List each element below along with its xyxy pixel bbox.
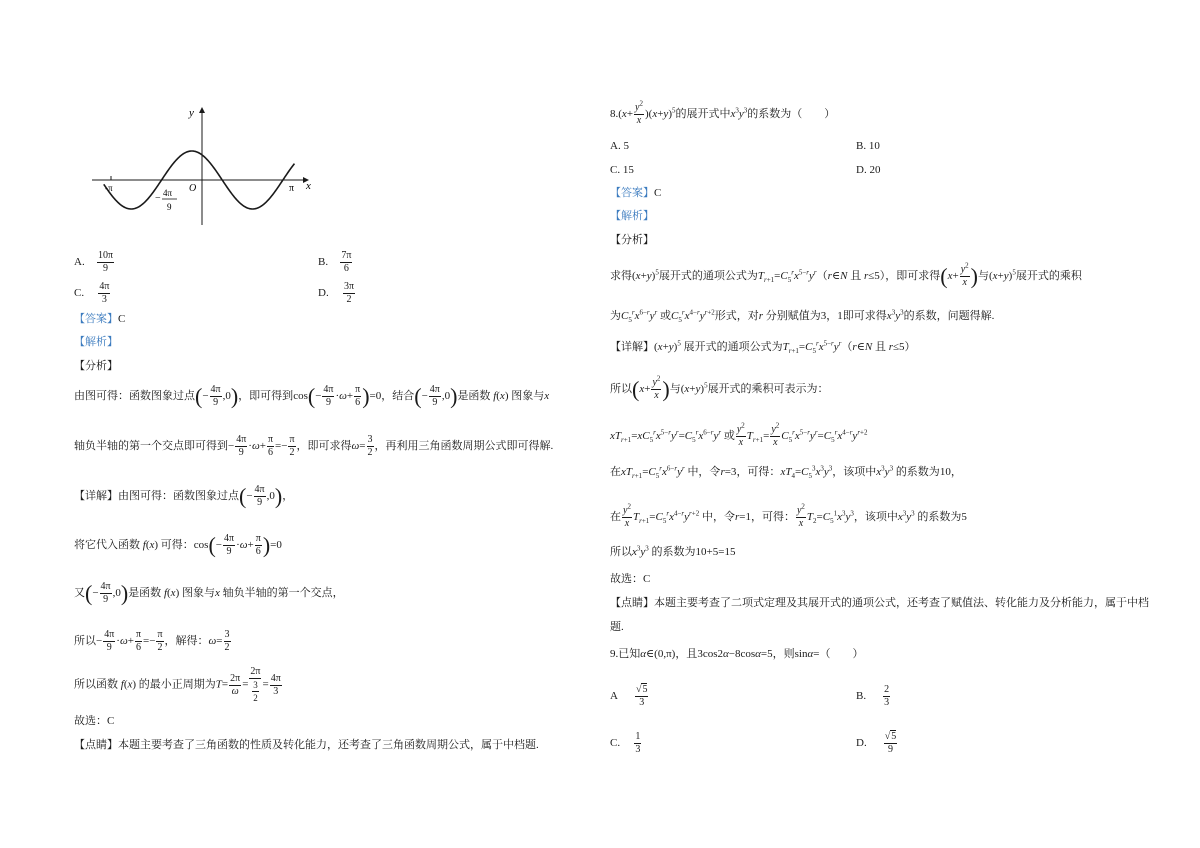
q8-detail-line4: 在$xT_{r+1}=C_5^rx^{6-r}y^r$ 中，令r=3，可得：$xT_4=C_5^3x^3y^3$，该项中$x^3y^3$ 的系数为10， — [610, 464, 962, 481]
neg-pi-label: -π — [105, 183, 113, 193]
q7-option-a[interactable]: A. $\frac{10\pi}{9}$ — [74, 250, 114, 274]
y-axis-label: y — [189, 107, 194, 119]
q7-option-c[interactable]: C. $\frac{4\pi}{3}$ — [74, 281, 110, 305]
q7-detail-line1: 【详解】由图可得：函数图象过点(− $\frac{4\pi}{9}$ ,0)， — [74, 483, 294, 509]
q8-analysis-label: 【解析】 — [610, 210, 654, 222]
q8-conclusion: 故选：C — [610, 573, 651, 585]
q9-option-b[interactable]: B. $\frac{2}{3}$ — [856, 684, 890, 708]
tick-minus: − — [155, 193, 161, 204]
q8-option-b[interactable]: B. 10 — [856, 140, 880, 152]
q7-option-b[interactable]: B. $\frac{7\pi}{6}$ — [318, 250, 352, 274]
q8-fenxi-line1: 求得$(x+y)^5$展开式的通项公式为$T_{r+1}=C_5^rx^{5-r}y^r(r\in N$ 且 r≤5），即可求得(x+ $\frac{y^2}{x}$ )与$(x+y)^5$展开式的乘积 — [610, 261, 1082, 289]
x-axis-label: x — [306, 180, 311, 192]
q8-comment-line1: 【点睛】本题主要考查了二项式定理及其展开式的通项公式，还考查了赋值法、转化能力及分析能力，属于中档 — [610, 597, 1149, 609]
q7-detail-line4: 所以− $\frac{4\pi}{9}$ ·ω+ $\frac{\pi}{6}$ =− $\frac{\pi}{2}$ ，解得：ω= $\frac{3}{2}$ — [74, 629, 230, 653]
q8-detail-line5: 在 $\frac{y^2}{x}$ $T_{r+1}=C_5^rx^{4-r}y^{r+2}$ 中，令r=1，可得： $\frac{y^2}{x}$ $T_2=C_5^1x^3y^3$，该项中$x^3y^3$ 的系数为5 — [610, 502, 967, 529]
q8-option-c[interactable]: C. 15 — [610, 164, 634, 176]
q8-fenxi-label: 【分析】 — [610, 234, 654, 246]
q9-option-d[interactable]: D. $\frac{√5}{9}$ — [856, 731, 897, 755]
tick-num: 4π — [163, 188, 173, 198]
q7-answer: 【答案】C — [74, 313, 126, 325]
tick-den: 9 — [167, 202, 172, 212]
q7-option-d[interactable]: D. $\frac{3\pi}{2}$ — [318, 281, 355, 305]
origin-label: O — [189, 183, 197, 194]
q8-detail-line2: 所以(x+ $\frac{y^2}{x}$ )与$(x+y)^5$展开式的乘积可表示为： — [610, 374, 829, 402]
q7-conclusion: 故选：C — [74, 715, 115, 727]
q9-option-c[interactable]: C. $\frac{1}{3}$ — [610, 731, 641, 755]
q8-option-d[interactable]: D. 20 — [856, 164, 881, 176]
q8-comment-line2: 题. — [610, 621, 624, 633]
q7-fenxi-line2: 轴负半轴的第一个交点即可得到− $\frac{4\pi}{9}$ ·ω+ $\frac{\pi}{6}$ =− $\frac{\pi}{2}$ ，即可求得ω= $\frac{3}{2}$ ，再利用三角函数周期公式即可得解. — [74, 434, 554, 458]
q7-detail-line5: 所以函数 f(x) 的最小正周期为T= $\frac{2\pi}{\omega}$ = $\frac{2\pi}{\frac{3}{2}}$ = $\frac{4\pi}{3}$ — [74, 666, 281, 703]
q8-detail-line6: 所以$x^3y^3$ 的系数为10+5=15 — [610, 544, 736, 558]
q7-detail-line2: 将它代入函数 f(x) 可得：cos(− $\frac{4\pi}{9}$ ·ω+ $\frac{\pi}{6}$ )=0 — [74, 532, 282, 558]
sine-graph — [90, 100, 320, 230]
q9-stem: 9.已知α∈(0,π)，且3cos2α−8cosα=5，则sinα=（ ） — [610, 648, 864, 660]
q8-detail-line1: 【详解】$(x+y)^5$ 展开式的通项公式为$T_{r+1}=C_5^rx^{5-r}y^r(r\in N$ 且 r≤5） — [610, 339, 916, 356]
q7-detail-line3: 又(− $\frac{4\pi}{9}$ ,0)是函数 f(x) 图象与x 轴负半轴的第一个交点， — [74, 580, 344, 606]
q7-fenxi-label: 【分析】 — [74, 360, 118, 372]
q7-comment: 【点睛】本题主要考查了三角函数的性质及转化能力，还考查了三角函数周期公式，属于中档题. — [74, 739, 539, 751]
q9-option-a[interactable]: A $\frac{√5}{3}$ — [610, 684, 648, 708]
q8-detail-line3: $xT_{r+1}=xC_5^rx^{5-r}y^r=C_5^rx^{6-r}y^r$ 或 $\frac{y^2}{x}$ $T_{r+1}=$ $\frac{y^2}{x}$ $C_5^rx^{5-r}y^r=C_5^rx^{4-r}y^{r+2}$ — [610, 421, 868, 448]
q8-stem: 8.(x+ $\frac{y^2}{x}$ )$(x+y)^5$的展开式中$x^3y^3$的系数为（ ） — [610, 99, 836, 126]
pi-label: π — [289, 183, 295, 194]
q8-answer: 【答案】C — [610, 187, 662, 199]
q7-analysis-label: 【解析】 — [74, 336, 118, 348]
q8-option-a[interactable]: A. 5 — [610, 140, 629, 152]
q7-fenxi-line1: 由图可得：函数图象过点(− $\frac{4\pi}{9}$ ,0)，即可得到cos(− $\frac{4\pi}{9}$ ·ω+ $\frac{\pi}{6}$ )=0，结合(− $\frac{4\pi}{9}$ ,0)是函数 f(x) 图象与x — [74, 383, 550, 409]
q8-fenxi-line2: 为$C_5^rx^{6-r}y^r$ 或$C_5^rx^{4-r}y^{r+2}$形式，对r 分别赋值为3，1即可求得$x^3y^3$的系数，问题得解. — [610, 308, 995, 325]
